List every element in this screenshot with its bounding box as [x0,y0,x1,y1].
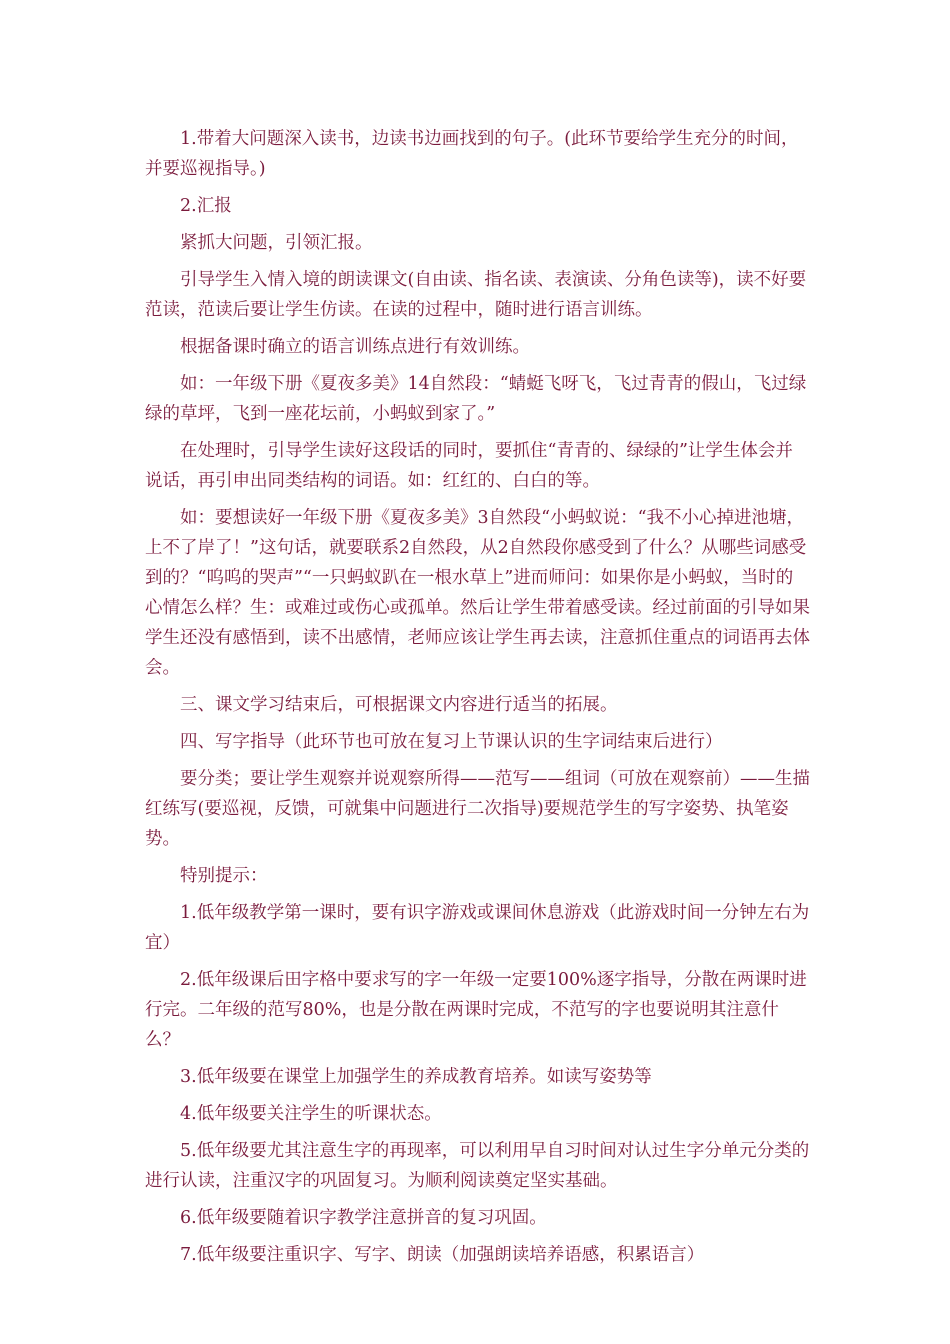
paragraph-19: 7.低年级要注重识字、写字、朗读（加强朗读培养语感，积累语言） [180,1245,705,1265]
paragraph-5: 根据备课时确立的语言训练点进行有效训练。 [180,337,530,357]
paragraph-4: 引导学生入情入境的朗读课文(自由读、指名读、表演读、分角色读等)，读不好要范读，范读后要让学生仿读。在读的过程中，随时进行语言训练。 [145,270,807,320]
paragraph-8: 如：要想读好一年级下册《夏夜多美》3自然段“小蚂蚁说：“我不小心掉进池塘，上不了岸了！”这句话，就要联系2自然段，从2自然段你感受到了什么？从哪些词感受到的？“呜呜的哭声”“一只蚂蚁趴在一根水草上”进而师问：如果你是小蚂蚁，当时的心情怎么样？生：或难过或伤心或孤单。然后让学生带着感受读。经过前面的引导如果学生还没有感悟到，读不出感情，老师应该让学生再去读，注意抓住重点的词语再去体会。 [145,508,810,678]
paragraph-16: 4.低年级要关注学生的听课状态。 [180,1104,442,1124]
paragraph-15: 3.低年级要在课堂上加强学生的养成教育培养。如读写姿势等 [180,1067,652,1087]
paragraph-1: 1.带着大问题深入读书，边读书边画找到的句子。(此环节要给学生充分的时间，并要巡视指导。) [145,129,799,179]
paragraph-11: 要分类；要让学生观察并说观察所得——范写——组词（可放在观察前）——生描红练写(要巡视，反馈，可就集中问题进行二次指导)要规范学生的写字姿势、执笔姿势。 [145,769,810,849]
paragraph-6: 如：一年级下册《夏夜多美》14自然段：“蜻蜓飞呀飞，飞过青青的假山，飞过绿绿的草坪，飞到一座花坛前，小蚂蚁到家了。” [145,374,807,424]
paragraph-2: 2.汇报 [180,196,232,216]
paragraph-14: 2.低年级课后田字格中要求写的字一年级一定要100%逐字指导，分散在两课时进行完。二年级的范写80%，也是分散在两课时完成，不范写的字也要说明其注意什么？ [145,970,807,1050]
paragraph-7: 在处理时，引导学生读好这段话的同时，要抓住“青青的、绿绿的”让学生体会并说话，再引申出同类结构的词语。如：红红的、白白的等。 [145,441,793,491]
paragraph-18: 6.低年级要随着识字教学注意拼音的复习巩固。 [180,1208,547,1228]
paragraph-10: 四、写字指导（此环节也可放在复习上节课认识的生字词结束后进行） [180,732,723,752]
paragraph-13: 1.低年级教学第一课时，要有识字游戏或课间休息游戏（此游戏时间一分钟左右为宜） [145,903,810,953]
paragraph-3: 紧抓大问题，引领汇报。 [180,233,373,253]
paragraph-12: 特别提示： [180,866,268,886]
document-body [145,124,810,1277]
paragraph-17: 5.低年级要尤其注意生字的再现率，可以利用早自习时间对认过生字分单元分类的进行认读，注重汉字的巩固复习。为顺利阅读奠定坚实基础。 [145,1141,810,1191]
paragraph-9: 三、课文学习结束后，可根据课文内容进行适当的拓展。 [180,695,618,715]
